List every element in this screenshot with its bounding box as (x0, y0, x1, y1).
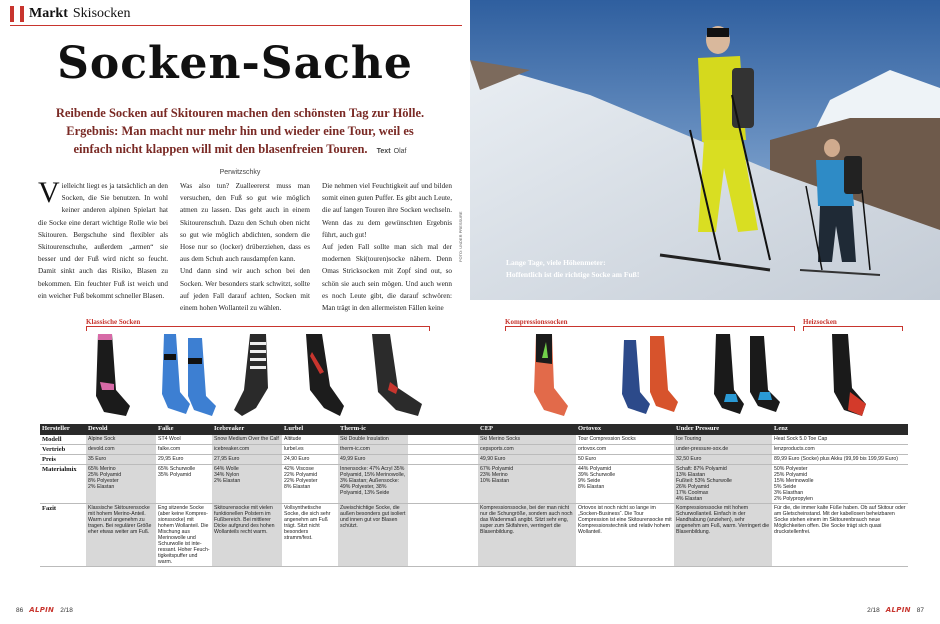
byline-author: Olaf Perwitzschky (219, 148, 407, 176)
category-heated-label: Heizsocken (803, 318, 837, 326)
rubric (10, 4, 130, 24)
table-cell: 42% Viscose 22% Polyamid 22% Polyester 8% Elastan (282, 465, 338, 504)
socks-row (0, 332, 940, 420)
table-cell: 49,90 Euro (478, 455, 576, 465)
maker-icebreaker: Icebreaker (212, 424, 282, 435)
table-cell: Innensocke: 47% Acryl 35% Polyamid, 15% Merinowolle, 3% Elastan; Außensocke: 49% Polyester, 38% Polyamid, 13% Seide (338, 465, 408, 504)
table-cell: icebreaker.com (212, 445, 282, 455)
table-cell: Heat Sock 5.0 Toe Cap (772, 435, 908, 445)
issue-left: 2/18 (60, 606, 73, 614)
row-label-price: Preis (40, 455, 86, 465)
row-label-material: Materialmix (40, 465, 86, 504)
table-row-model (40, 435, 908, 445)
table-cell: Ortovox ist noch nicht so lange im „Socken-Business“. Die Tour Compression ist eine Skitourensocke mit Kompressionstechnik und relativ hohem Wollanteil. (576, 504, 674, 567)
row-label-dist: Vertrieb (40, 445, 86, 455)
header-spacer (408, 424, 478, 435)
table-cell: Vollsynthetische Socke, die sich sehr angenehm am Fuß trägt. Sitzt nicht besonders stramm/fest. (282, 504, 338, 567)
table-header-row (40, 424, 908, 435)
folio-left (16, 606, 73, 614)
table-cell: 50 Euro (576, 455, 674, 465)
maker-cep: CEP (478, 424, 576, 435)
sock-lurbel (300, 332, 348, 420)
table-cell: 67% Polyamid 23% Merino 10% Elastan (478, 465, 576, 504)
rubric-marker-icon (10, 6, 24, 22)
maker-lenz: Lenz (772, 424, 908, 435)
category-compression-rule (505, 326, 795, 331)
table-cell: cepsports.com (478, 445, 576, 455)
table-cell: Für die, die immer kalte Füße haben. Ob auf Skitour oder am Gletscheinstand. Mit der kabellosen beheizbaren Socke stehen einem im Skitourenbrauch neue Möglichkeiten offen. Die Socke trägt sich quasi druckstellenfrei. (772, 504, 908, 567)
rubric-section: Markt (29, 6, 68, 21)
table-cell: 24,90 Euro (282, 455, 338, 465)
caption-line-1: Lange Tage, viele Höhenmeter: (506, 258, 606, 267)
table-cell: Eng sitzende Socke (aber keine Kompressionssocke) mit hohem Wollanteil. Die Mischung aus Merinowolle und Schurwolle ist interessant. Hoher Feuchtigkeitspuffer und warm. (156, 504, 212, 567)
maker-lurbel: Lurbel (282, 424, 338, 435)
table-cell: 50% Polyester 25% Polyamid 15% Merinowolle 5% Seide 3% Elasthan 2% Polypropylen (772, 465, 908, 504)
alpin-logo-right: ALPIN (885, 606, 911, 614)
table-cell: Kompressionssocke mit hohem Schurwollanteil. Einfach in der Handhabung (anziehen), sehr angenehm am Fuß, warm. Verringert die Blasenbildung. (674, 504, 772, 567)
sock-devold (92, 332, 132, 420)
category-classic-rule (86, 326, 430, 331)
table-cell: lurbel.es (282, 445, 338, 455)
comparison-table (40, 424, 908, 567)
table-cell: 27,95 Euro (212, 455, 282, 465)
page-number-left: 86 (16, 606, 24, 614)
hero-photo (470, 0, 940, 300)
table-cell: ortovox.com (576, 445, 674, 455)
table-cell: devold.com (86, 445, 156, 455)
row-label-verdict: Fazit (40, 504, 86, 567)
body-column-1 (38, 176, 168, 314)
table-row-material (40, 465, 908, 504)
row-label-model: Modell (40, 435, 86, 445)
sock-ortovox (620, 332, 680, 420)
ski-touring-photo (470, 0, 940, 300)
table-cell: Klassische Skitourensocke mit hohem Merino-Anteil. Warm und angenehm zu tragen. Bei regulärer Größe eher etwas weiter am Fuß. (86, 504, 156, 567)
table (40, 424, 908, 567)
table-cell: under-pressure-sox.de (674, 445, 772, 455)
table-cell: Schaft: 87% Polyamid 13% Elastan Fußteil: 53% Schurwolle 26% Polyamid 17% Coolmax 4% Elastan (674, 465, 772, 504)
maker-ortovox: Ortovox (576, 424, 674, 435)
body-column-1-text: ielleicht liegt es ja tatsächlich an den Socken, die Sie benutzen. In wohl keiner anderen alpinen Spielart hat die Socke eine derart wichtige Rolle wie bei Skitouren. Bergschuhe sind flexibler als Skitourenschuhe, außerdem „armen“ sie besser und der Fuß wird nicht so feucht. Damit sinkt auch das Risiko, Blasen zu bekommen. Ein feuchter Fuß ist weich und ein weicher Fuß bekommt schneller Blasen. (38, 182, 168, 300)
table-cell: Tour Compression Socks (576, 435, 674, 445)
maker-thermic: Therm-ic (338, 424, 408, 435)
table-cell: Zweischichtige Socke, die außen besonders gut isoliert und innen gut vor Blasen schützt. (338, 504, 408, 567)
table-cell: 44% Polyamid 39% Schurwolle 9% Seide 8% Elastan (576, 465, 674, 504)
table-cell: ST4 Wool (156, 435, 212, 445)
folio-right (867, 606, 924, 614)
table-cell: 29,95 Euro (156, 455, 212, 465)
rubric-topic: Skisocken (72, 6, 131, 21)
table-spacer (408, 445, 478, 455)
table-cell: Snow Medium Over the Calf (212, 435, 282, 445)
table-spacer (408, 465, 478, 504)
body-columns (38, 176, 452, 314)
sock-underpressure (712, 332, 784, 420)
sock-icebreaker (228, 332, 276, 420)
table-cell: Alpine Sock (86, 435, 156, 445)
table-cell: Ski Double Insulation (338, 435, 408, 445)
table-cell: Ice Touring (674, 435, 772, 445)
table-cell: 89,99 Euro (Socke) plus Akku (99,99 bis 199,99 Euro) (772, 455, 908, 465)
table-spacer (408, 435, 478, 445)
table-spacer (408, 504, 478, 567)
headline: Socken-Sache (57, 38, 413, 89)
sock-lenz (826, 332, 870, 420)
sock-thermic (366, 332, 426, 420)
table-cell: Skitourensocke mit vielen funktionellen Polstern im Fußbereich. Bei mittlerer Dicke aufgrund des hohen Wollanteils recht warm. (212, 504, 282, 567)
table-cell: 65% Schurwolle 35% Polyamid (156, 465, 212, 504)
photo-credit: FOTO: UNDER PRESSURE (458, 211, 463, 262)
table-cell: Altitude (282, 435, 338, 445)
category-heated-rule (803, 326, 903, 331)
category-classic-label: Klassische Socken (86, 318, 141, 326)
table-row-price (40, 455, 908, 465)
table-cell: 64% Wolle 34% Nylon 2% Elastan (212, 465, 282, 504)
table-cell: 35 Euro (86, 455, 156, 465)
alpin-logo: ALPIN (29, 606, 55, 614)
table-cell: Kompressionssocke, bei der man nicht nur die Schungröße, sondern auch noch das Wadenmaß angibt. Sitzt sehr eng, super zum Skifahren, verringert die Blasenbildung. (478, 504, 576, 567)
table-row-verdict (40, 504, 908, 567)
table-cell: lenzproducts.com (772, 445, 908, 455)
body-column-2: Was also tun? Zualleererst muss man versuchen, den Fuß so gut wie möglich atmen zu lassen. Das geht auch in einem Skitourenschuh. Dazu den Schuh oben nicht so gut wie möglich abdichten, sondern die Hose nur so (locker) drüberziehen, dass es aus dem Schuh auch rausdampfen kann. Und dann sind wir auch schon bei den Socken. Wer besonders stark schwitzt, sollte auf jeden Fall darauf achten, Socken mit einem hohen Wollanteil zu wählen. (180, 182, 310, 313)
page-number-right: 87 (916, 606, 924, 614)
body-column-3: Die nehmen viel Feuchtigkeit auf und bilden somit einen guten Puffer. Es gibt auch Leute, die auf langen Touren ihre Socken wechseln. Wenn das zu dem gewünschten Ergebnis führt, auch gut! Auf jeden Fall sollte man sich mal der modernen Ski(touren)socke nähern. Denn Omas Stricksocken mit Zopf sind out, so schön sie auch sein mögen. Und auch wenn es noch Leute gibt, die darauf schwören: Man trägt in den allermeisten Fällen keine (322, 182, 452, 313)
maker-devold: Devold (86, 424, 156, 435)
table-cell: falke.com (156, 445, 212, 455)
intro-text (55, 104, 425, 182)
caption-line-2: Hoffentlich ist die richtige Socke am Fuß! (506, 270, 640, 279)
category-compression-label: Kompressionssocken (505, 318, 568, 326)
maker-underpressure: Under Pressure (674, 424, 772, 435)
table-cell: 49,99 Euro (338, 455, 408, 465)
table-cell: Ski Merino Socks (478, 435, 576, 445)
table-cell: 65% Merino 25% Polyamid 8% Polyester 2% Elastan (86, 465, 156, 504)
maker-falke: Falke (156, 424, 212, 435)
table-row-dist (40, 445, 908, 455)
table-cell: therm-ic.com (338, 445, 408, 455)
table-cell: 32,50 Euro (674, 455, 772, 465)
issue-right: 2/18 (867, 606, 880, 614)
table-spacer (408, 455, 478, 465)
intro-body: Reibende Socken auf Skitouren machen den schönsten Tag zur Hölle. Ergebnis: Man macht nur mehr hin und wieder eine Tour, weil es einfach nicht klappen will mit den blasenfreien Touren. (55, 106, 425, 156)
row-label-maker: Hersteller (40, 424, 86, 435)
sock-falke (158, 332, 218, 420)
byline-label: Text (376, 148, 391, 155)
drop-cap: V (38, 176, 60, 209)
rubric-rule (10, 25, 462, 26)
sock-cep (520, 332, 570, 420)
photo-caption (506, 257, 706, 281)
